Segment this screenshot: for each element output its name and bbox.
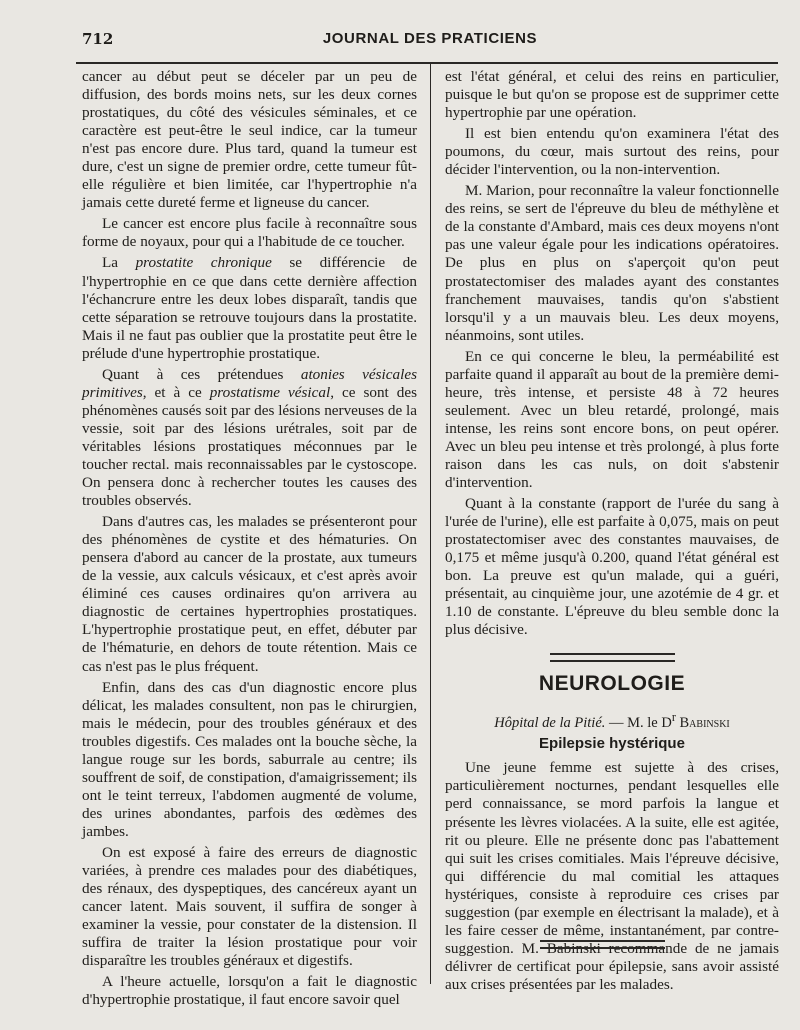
article-title: Epilepsie hystérique (539, 735, 685, 753)
paragraph: cancer au début peut se déceler par un peu de diffusion, des bords moins nets, sur les deux cornes prostatiques, du côté des vésicules séminales, et ce caractère est peut-être le seul indice, car la tumeur n'est pas encore dure. Plus tard, quand la tumeur est dure, c'est un signe de premier ordre, cette tumeur fût-elle régulière et bien limitée, car l'hypertrophie n'a jamais cette dureté ferme et ligneuse du cancer. (82, 68, 417, 212)
paragraph: Quant à la constante (rapport de l'urée du sang à l'urée de l'urine), elle est parfaite à 0,075, mais on peut prostatectomiser avec des constantes mauvaises, de 0,175 et même jusqu'à 0.200, quand l'état général est bon. La preuve est qu'un malade, qui a guéri, présentait, au cinquième jour, une azotémie de 4 gr. et 1.10 de constante. L'épreuve du bleu semble donc la plus décisive. (445, 495, 779, 639)
paragraph: Le cancer est encore plus facile à reconnaître sous forme de noyaux, pour qui a l'habitude de ce toucher. (82, 215, 417, 251)
paragraph (82, 254, 417, 362)
byline-sep: — M. le D (605, 715, 672, 732)
text-run: , ce sont des phénomènes causés soit par des lésions nerveuses de la vessie, soit par des lésions urétrales, soit par de véritables lésions prostatiques méconnues par le toucher rectal. mais reconnaissables par le cystoscope. On pensera donc à rechercher toutes les causes des troubles observés. (82, 383, 418, 510)
paragraph: Dans d'autres cas, les malades se présenteront pour des phénomènes de cystite et des hématuries. On pensera d'abord au cancer de la prostate, aux tumeurs de la vessie, aux calculs vésicaux, et c'est après avoir éliminé ces causes ordinaires qu'on arrivera au diagnostic de certaines hypertrophies prostatiques. L'hypertrophie prostatique peut, en effet, débuter par de l'hématurie, en dehors de toute rétention. Mais ce cas n'est pas le plus fréquent. (82, 513, 417, 675)
text-run: se différencie de l'hypertrophie en ce que dans cette dernière affection l'échancrure entre les deux lobes disparaît, tandis que cette séparation se retrouve toujours dans la prostatite. Mais il ne faut pas oublier que la prostatite peut être le prélude d'une hypertrophie prostatique. (82, 254, 417, 362)
section-rule (550, 653, 675, 662)
italic-term: atonies vésicales primitives (82, 365, 417, 401)
hospital-name: Hôpital de la Pitié. (494, 715, 606, 732)
paragraph: Il est bien entendu qu'on examinera l'état des poumons, du cœur, mais surtout des reins, pour décider l'intervention, ou la non-intervention. (445, 125, 779, 179)
paragraph: On est exposé à faire des erreurs de diagnostic variées, à prendre ces malades pour des diabétiques, des rénaux, des dyspeptiques, des cancéreux ayant un cancer latent. Mais souvent, il suffira de songer à examiner la vessie, pour constater de la distension. Il suffira de traiter la lésion prostatique pour voir disparaître les troubles généraux et digestifs. (82, 843, 417, 970)
paragraph: est l'état général, et celui des reins en particulier, puisque le but qu'on se propose est de supprimer cette hypertrophie par une opération. (445, 68, 779, 122)
section-title: NEUROLOGIE (538, 672, 686, 696)
header-rule (76, 62, 778, 64)
paragraph: Une jeune femme est sujette à des crises, particulièrement nocturnes, pendant lesquelles elle perd connaissance, se mord parfois la langue et présente les lèvres violacées. A la suite, elle est agitée, rit ou pleure. Elle ne présente donc pas l'abattement qui suit les crises comitiales. Mais l'épreuve décisive, qui différencie du mal comitial les attaques hystériques, consiste à reproduire ces crises par suggestion (par exemple en électrisant la malade), et à les faire cesser de même, instantanément, par contre-suggestion. M. Babinski recommande de ne jamais délivrer de certificat pour épilepsie, sans avoir assisté aux crises présentées par les malades. (445, 759, 779, 993)
author-name: Babinski (675, 715, 730, 732)
page-header (82, 30, 778, 54)
paragraph (82, 366, 417, 510)
text-run: , et à ce (142, 383, 210, 401)
page-number: 712 (82, 30, 114, 48)
paragraph: En ce qui concerne le bleu, la perméabilité est parfaite quand il apparaît au bout de la première demi-heure, très intense, et persiste 48 à 72 heures seulement. Avec un bleu retardé, prolongé, mais intense, les reins sont encore bons, on peut opérer. Avec un bleu peu intense et très prolongé, à plus forte raison dans les cas nuls, on doit s'abstenir d'intervention. (445, 347, 779, 492)
column-divider (430, 64, 431, 984)
byline (445, 708, 779, 732)
paragraph: A l'heure actuelle, lorsqu'on a fait le diagnostic d'hypertrophie prostatique, il faut encore savoir quel (82, 973, 417, 1009)
byline-sup: r (671, 710, 676, 725)
text-run: Quant à ces prétendues (102, 365, 301, 383)
italic-term: prostatisme vésical (209, 383, 331, 401)
paragraph: Enfin, dans des cas d'un diagnostic encore plus délicat, les malades consultent, non pas le chirurgien, mais le médecin, pour des troubles généraux et des troubles digestifs. Ces malades ont la bouche sèche, la langue rouge sur les bords, saburrale au centre; ils souffrent de soif, de constipation, d'amaigrissement; ils ont le teint terreux, l'abdomen augmenté de volume, des urines abondantes, parfois des œdèmes des jambes. (82, 678, 417, 840)
text-run: La (102, 254, 136, 272)
italic-term: prostatite chronique (135, 254, 272, 272)
right-column (445, 68, 779, 997)
end-rule (540, 940, 665, 949)
journal-title: JOURNAL DES PRATICIENS (322, 30, 538, 47)
paragraph: M. Marion, pour reconnaître la valeur fonctionnelle des reins, se sert de l'épreuve du bleu de méthylène et de la constante d'Ambard, mais ces deux moyens n'ont pas une valeur égale pour les indications opératoires. De plus en plus on s'aperçoit qu'on peut prostatectomiser des malades ayant des constantes franchement mauvaises, tandis qu'on s'abstient lorsqu'il y a un mauvais bleu. Les deux moyens, néanmoins, sont utiles. (445, 182, 779, 344)
left-column (82, 68, 417, 1012)
